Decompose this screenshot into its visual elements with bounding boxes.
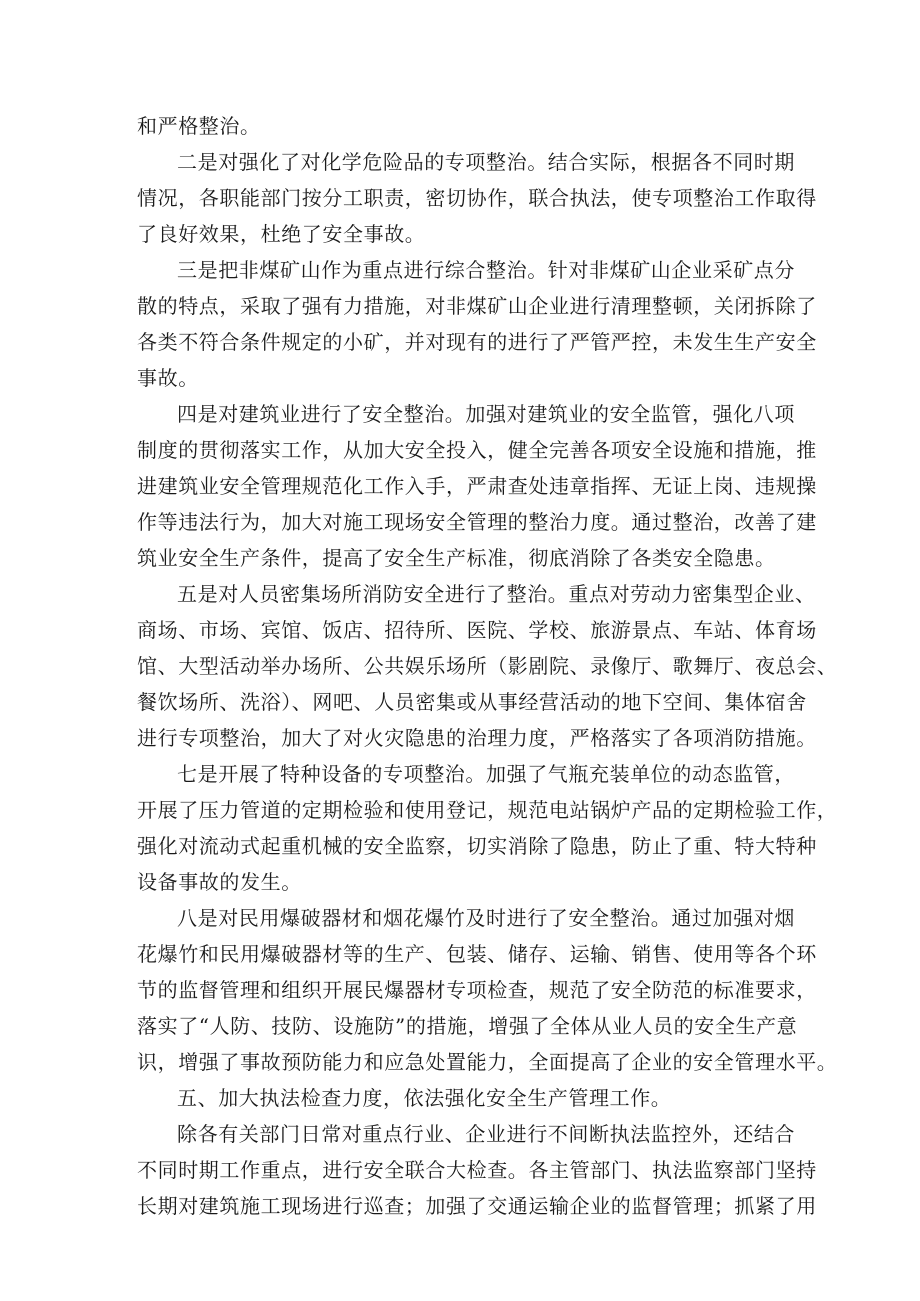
- text-line: 和严格整治。: [137, 114, 261, 138]
- text-line: 进建筑业安全管理规范化工作入手，严肃查处违章指挥、无证上岗、违规操: [137, 474, 817, 498]
- paragraph-first-line: 四是对建筑业进行了安全整治。加强对建筑业的安全监管，强化八项: [177, 402, 795, 426]
- paragraph-first-line: 二是对强化了对化学危险品的专项整治。结合实际，根据各不同时期: [177, 150, 795, 174]
- text-line: 进行专项整治，加大了对火灾隐患的治理力度，严格落实了各项消防措施。: [137, 726, 817, 750]
- text-line: 识，增强了事故预防能力和应急处置能力，全面提高了企业的安全管理水平。: [137, 1050, 838, 1074]
- text-line: 落实了“人防、技防、设施防”的措施，增强了全体从业人员的安全生产意: [137, 1014, 798, 1038]
- text-line: 各类不符合条件规定的小矿，并对现有的进行了严管严控，未发生生产安全: [137, 330, 817, 354]
- paragraph-first-line: 七是开展了特种设备的专项整治。加强了气瓶充装单位的动态监管，: [177, 762, 795, 786]
- text-line: 制度的贯彻落实工作，从加大安全投入，健全完善各项安全设施和措施，推: [137, 438, 817, 462]
- text-line: 了良好效果，杜绝了安全事故。: [137, 222, 426, 246]
- text-line: 筑业安全生产条件，提高了安全生产标准，彻底消除了各类安全隐患。: [137, 546, 776, 570]
- text-line: 商场、市场、宾馆、饭店、招待所、医院、学校、旅游景点、车站、体育场: [137, 618, 817, 642]
- paragraph-first-line: 除各有关部门日常对重点行业、企业进行不间断执法监控外，还结合: [177, 1122, 795, 1146]
- text-line: 长期对建筑施工现场进行巡查；加强了交通运输企业的监督管理；抓紧了用: [137, 1194, 817, 1218]
- text-line: 餐饮场所、洗浴）、网吧、人员密集或从事经营活动的地下空间、集体宿舍: [137, 690, 807, 714]
- text-line: 强化对流动式起重机械的安全监察，切实消除了隐患，防止了重、特大特种: [137, 834, 817, 858]
- text-line: 开展了压力管道的定期检验和使用登记，规范电站锅炉产品的定期检验工作，: [137, 798, 838, 822]
- text-line: 作等违法行为，加大对施工现场安全管理的整治力度。通过整治，改善了建: [137, 510, 817, 534]
- paragraph-first-line: 八是对民用爆破器材和烟花爆竹及时进行了安全整治。通过加强对烟: [177, 906, 795, 930]
- text-line: 情况，各职能部门按分工职责，密切协作，联合执法，使专项整治工作取得: [137, 186, 817, 210]
- text-line: 事故。: [137, 366, 199, 390]
- document-body: [137, 108, 838, 1224]
- text-line: 馆、大型活动举办场所、公共娱乐场所（影剧院、录像厅、歌舞厅、夜总会、: [137, 654, 838, 678]
- text-line: 设备事故的发生。: [137, 870, 302, 894]
- text-line: 不同时期工作重点，进行安全联合大检查。各主管部门、执法监察部门坚持: [137, 1158, 817, 1182]
- section-heading: 五、加大执法检查力度，依法强化安全生产管理工作。: [177, 1086, 672, 1110]
- text-line: 节的监督管理和组织开展民爆器材专项检查，规范了安全防范的标准要求，: [137, 978, 817, 1002]
- paragraph-first-line: 五是对人员密集场所消防安全进行了整治。重点对劳动力密集型企业、: [177, 582, 816, 606]
- text-line: 散的特点，采取了强有力措施，对非煤矿山企业进行清理整顿，关闭拆除了: [137, 294, 817, 318]
- paragraph-first-line: 三是把非煤矿山作为重点进行综合整治。针对非煤矿山企业采矿点分: [177, 258, 795, 282]
- text-line: 花爆竹和民用爆破器材等的生产、包装、储存、运输、销售、使用等各个环: [137, 942, 817, 966]
